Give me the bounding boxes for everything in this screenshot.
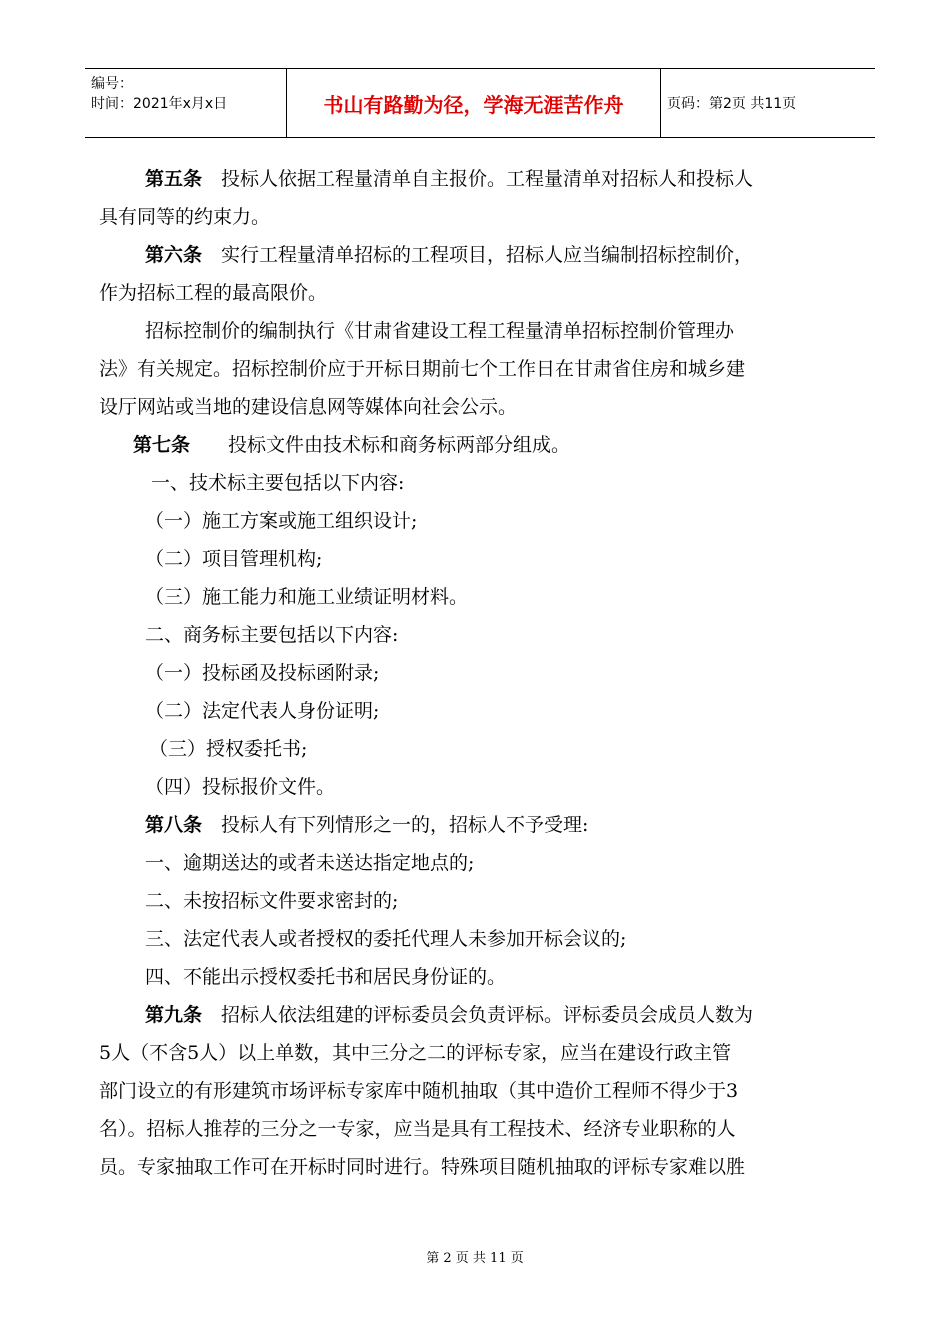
list-item: 一、逾期送达的或者未送达指定地点的; (145, 852, 475, 874)
list-item: （三）施工能力和施工业绩证明材料。 (145, 586, 469, 608)
document-time: 时间：2021年x月x日 (91, 96, 228, 112)
article-6-line-2: 作为招标工程的最高限价。 (99, 282, 328, 304)
article-6: 第六条 实行工程量清单招标的工程项目，招标人应当编制招标控制价， (145, 244, 754, 266)
list-item: 二、未按招标文件要求密封的; (145, 890, 399, 912)
document-number: 编号： (91, 76, 133, 92)
list-item: （三）授权委托书; (149, 738, 308, 760)
article-5-heading: 第五条 (145, 168, 203, 190)
article-8-heading: 第八条 (145, 814, 203, 836)
page-footer: 第 2 页 共 11 页 (426, 1251, 524, 1266)
list-item: 二、商务标主要包括以下内容: (145, 624, 399, 646)
header-page-number: 页码：第2页 共11页 (667, 96, 797, 112)
article-5: 第五条 投标人依据工程量清单自主报价。工程量清单对招标人和投标人 (145, 168, 754, 190)
list-item: 三、法定代表人或者授权的委托代理人未参加开标会议的; (145, 928, 627, 950)
article-9-line-3: 部门设立的有形建筑市场评标专家库中随机抽取（其中造价工程师不得少于3 (99, 1080, 739, 1102)
article-9-line-5: 员。专家抽取工作可在开标时同时进行。特殊项目随机抽取的评标专家难以胜 (99, 1156, 746, 1178)
list-item: （四）投标报价文件。 (145, 776, 336, 798)
list-item: （二）项目管理机构; (145, 548, 323, 570)
article-5-line-2: 具有同等的约束力。 (99, 206, 271, 228)
header-info (91, 69, 287, 142)
document-body (99, 160, 864, 1186)
article-9: 第九条 招标人依法组建的评标委员会负责评标。评标委员会成员人数为 (145, 1004, 754, 1026)
article-6-heading: 第六条 (145, 244, 203, 266)
article-9-line-4: 名）。招标人推荐的三分之一专家，应当是具有工程技术、经济专业职称的人 (99, 1118, 736, 1140)
article-8: 第八条 投标人有下列情形之一的，招标人不予受理: (145, 814, 589, 836)
list-item: （二）法定代表人身份证明; (145, 700, 380, 722)
header-motto: 书山有路勤为径，学海无涯苦作舟 (286, 69, 661, 137)
article-7-heading: 第七条 (133, 434, 191, 456)
control-price-line-2: 法》有关规定。招标控制价应于开标日期前七个工作日在甘肃省住房和城乡建 (99, 358, 746, 380)
list-item: 一、技术标主要包括以下内容: (151, 472, 405, 494)
list-item: 四、不能出示授权委托书和居民身份证的。 (145, 966, 507, 988)
control-price-line-1: 招标控制价的编制执行《甘肃省建设工程工程量清单招标控制价管理办 (145, 320, 735, 342)
list-item: （一）施工方案或施工组织设计; (145, 510, 418, 532)
article-9-line-2: 5人（不含5人）以上单数，其中三分之二的评标专家，应当在建设行政主管 (99, 1042, 732, 1064)
article-7: 第七条 投标文件由技术标和商务标两部分组成。 (133, 434, 571, 456)
control-price-line-3: 设厅网站或当地的建设信息网等媒体向社会公示。 (99, 396, 518, 418)
page-header (85, 68, 875, 138)
list-item: （一）投标函及投标函附录; (145, 662, 380, 684)
article-9-heading: 第九条 (145, 1004, 203, 1026)
